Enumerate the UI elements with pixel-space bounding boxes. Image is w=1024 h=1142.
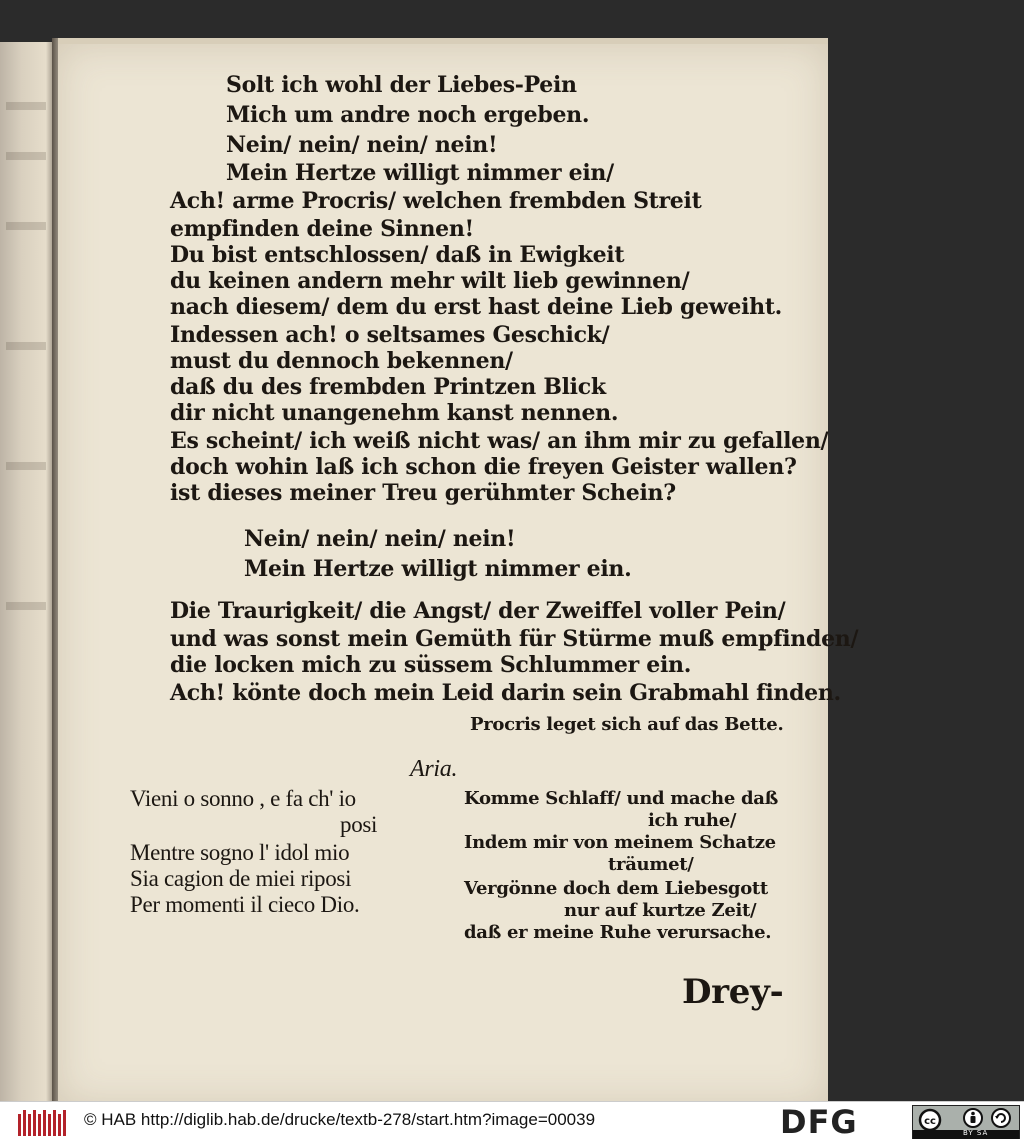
text-line: must du dennoch bekennen/ xyxy=(170,348,513,374)
text-line: Nein/ nein/ nein/ nein! xyxy=(226,132,498,158)
copyright-link[interactable]: © HAB http://diglib.hab.de/drucke/textb-278/start.htm?image=00039 xyxy=(84,1110,596,1129)
text-line: daß du des frembden Printzen Blick xyxy=(170,374,606,400)
text-line: Indessen ach! o seltsames Geschick/ xyxy=(170,322,610,348)
text-line: ist dieses meiner Treu gerühmter Schein? xyxy=(170,480,676,506)
italian-line: Per momenti il cieco Dio. xyxy=(130,892,360,917)
german-line: daß er meine Ruhe verursache. xyxy=(464,922,772,943)
text-line: Die Traurigkeit/ die Angst/ der Zweiffel voller Pein/ xyxy=(170,598,786,624)
text-line: Mich um andre noch ergeben. xyxy=(226,102,590,128)
facing-page-edge xyxy=(0,42,54,1101)
text-line: Du bist entschlossen/ daß in Ewigkeit xyxy=(170,242,625,268)
text-line: du keinen andern mehr wilt lieb gewinnen/ xyxy=(170,268,690,294)
text-line: Ach! arme Procris/ welchen frembden Streit xyxy=(170,188,702,214)
italian-line: posi xyxy=(340,812,378,837)
sa-icon xyxy=(992,1109,1010,1127)
text-line: Es scheint/ ich weiß nicht was/ an ihm mir zu gefallen/ xyxy=(170,428,829,454)
license-badge[interactable] xyxy=(912,1105,1020,1139)
italian-line: Sia cagion de miei riposi xyxy=(130,866,352,891)
text-line: Solt ich wohl der Liebes-Pein xyxy=(226,72,577,98)
book-page xyxy=(58,44,859,1101)
italian-line: Mentre sogno l' idol mio xyxy=(130,840,350,865)
text-line: Mein Hertze willigt nimmer ein. xyxy=(244,556,632,582)
cc-icon xyxy=(920,1110,940,1130)
text-line: Nein/ nein/ nein/ nein! xyxy=(244,526,516,552)
aria-heading: Aria. xyxy=(410,756,458,782)
german-line: nur auf kurtze Zeit/ xyxy=(564,900,757,921)
hab-logo-icon xyxy=(18,1110,66,1136)
text-line: doch wohin laß ich schon die freyen Geister wallen? xyxy=(170,454,797,480)
catchword: Drey- xyxy=(682,972,784,1012)
german-line: Vergönne doch dem Liebesgott xyxy=(464,878,768,899)
text-line: empfinden deine Sinnen! xyxy=(170,216,474,242)
svg-text:cc: cc xyxy=(924,1116,936,1127)
footer-bar xyxy=(0,1101,1024,1142)
text-line: und was sonst mein Gemüth für Stürme muß empfinden/ xyxy=(170,626,859,652)
german-line: träumet/ xyxy=(608,854,694,875)
italian-line: Vieni o sonno , e fa ch' io xyxy=(130,786,356,811)
text-line: die locken mich zu süssem Schlummer ein. xyxy=(170,652,692,678)
stage-direction: Procris leget sich auf das Bette. xyxy=(470,714,784,735)
text-line: nach diesem/ dem du erst hast deine Lieb geweiht. xyxy=(170,294,783,320)
license-label: BY SA xyxy=(963,1129,989,1137)
dfg-logo: DFG xyxy=(780,1103,858,1141)
text-line: dir nicht unangenehm kanst nennen. xyxy=(170,400,619,426)
text-line: Ach! könte doch mein Leid darin sein Grabmahl finden. xyxy=(170,680,841,706)
by-icon xyxy=(964,1109,982,1127)
german-line: Indem mir von meinem Schatze xyxy=(464,832,776,853)
german-line: Komme Schlaff/ und mache daß xyxy=(464,788,778,809)
text-line: Mein Hertze willigt nimmer ein/ xyxy=(226,160,614,186)
german-line: ich ruhe/ xyxy=(648,810,737,831)
